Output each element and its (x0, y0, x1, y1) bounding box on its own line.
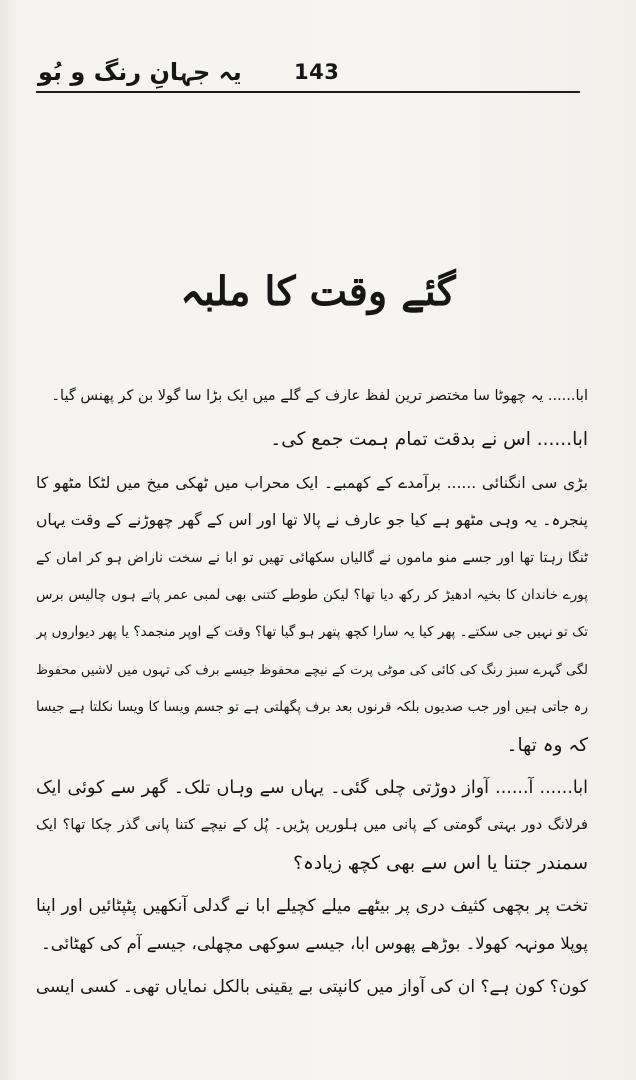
running-title: یہ جہانِ رنگ و بُو (38, 58, 242, 86)
page-number: 143 (294, 60, 340, 84)
chapter-title: گئے وقت کا ملبہ (180, 268, 456, 315)
text-line: پورے خاندان کا بخیہ ادھیڑ کر رکھ دیا تھا؟ لیکن طوطے کتنی بھی لمبی عمر پاتے ہوں چالیس برس (36, 586, 588, 603)
text-line: لگی گہرے سبز رنگ کی کائی کی موٹی پرت کے نیچے محفوظ جیسے برف کی تہوں میں لاشیں محفوظ (36, 662, 588, 678)
body-text (36, 378, 588, 1006)
text-line: کون؟ کون ہے؟ ان کی آواز میں کانپتی بے یقینی بالکل نمایاں تھی۔ کسی ایسی (36, 976, 588, 997)
text-line: فرلانگ دور بہتی گومتی کے پانی میں ہلوریں پڑیں۔ پُل کے نیچے کتنا پانی گذر چکا تھا؟ ایک (36, 817, 588, 834)
text-line: کہ وہ تھا۔ (506, 734, 588, 756)
text-line: ابا...... یہ چھوٹا سا مختصر ترین لفظ عارف کے گلے میں ایک بڑا سا گولا بن کر پھنس گیا۔ (51, 388, 588, 404)
page-header (38, 56, 583, 96)
text-line: بڑی سی انگنائی ...... برآمدے کے کھمبے۔ ایک محراب میں ٹھکی میخ میں لٹکا مٹھو کا (36, 473, 588, 492)
text-line: تک تو نہیں جی سکتے۔ پھر کیا یہ سارا کچھ پتھر ہو گیا تھا؟ وقت کے اوپر منجمد؟ یا پھر دیواروں پر (36, 624, 588, 641)
text-line: ابا...... اس نے بدقت تمام ہمت جمع کی۔ (270, 429, 588, 451)
text-line: تخت پر بچھی کثیف دری پر بیٹھے میلے کچیلے ابا نے گدلی آنکھیں پٹپٹائیں اور اپنا (36, 896, 588, 917)
text-line: پنجرہ۔ یہ وہی مٹھو ہے کیا جو عارف نے پالا تھا اور اس کے گھر چھوڑنے کے وقت یہاں (36, 511, 588, 530)
header-rule (36, 91, 580, 93)
text-line: پوپلا مونہہ کھولا۔ بوڑھے پھوس ابا، جیسے سوکھی مچھلی، جیسے آم کی کھٹائی۔ (41, 934, 588, 954)
text-line: رہ جاتی ہیں اور جب صدیوں بلکہ قرنوں بعد برف پگھلتی ہے تو جسم ویسا کا ویسا نکلتا ہے جیسا (36, 699, 588, 716)
text-line: ٹنگا رہتا تھا اور جسے منو ماموں نے گالیاں سکھائی تھیں تو ابا نے سخت ناراض ہو کر اماں کے (36, 549, 588, 566)
text-line: ابا...... آ...... آواز دوڑتی چلی گئی۔ یہاں سے وہاں تلک۔ گھر سے کوئی ایک (36, 777, 588, 798)
text-line: سمندر جتنا یا اس سے بھی کچھ زیادہ؟ (293, 852, 588, 874)
